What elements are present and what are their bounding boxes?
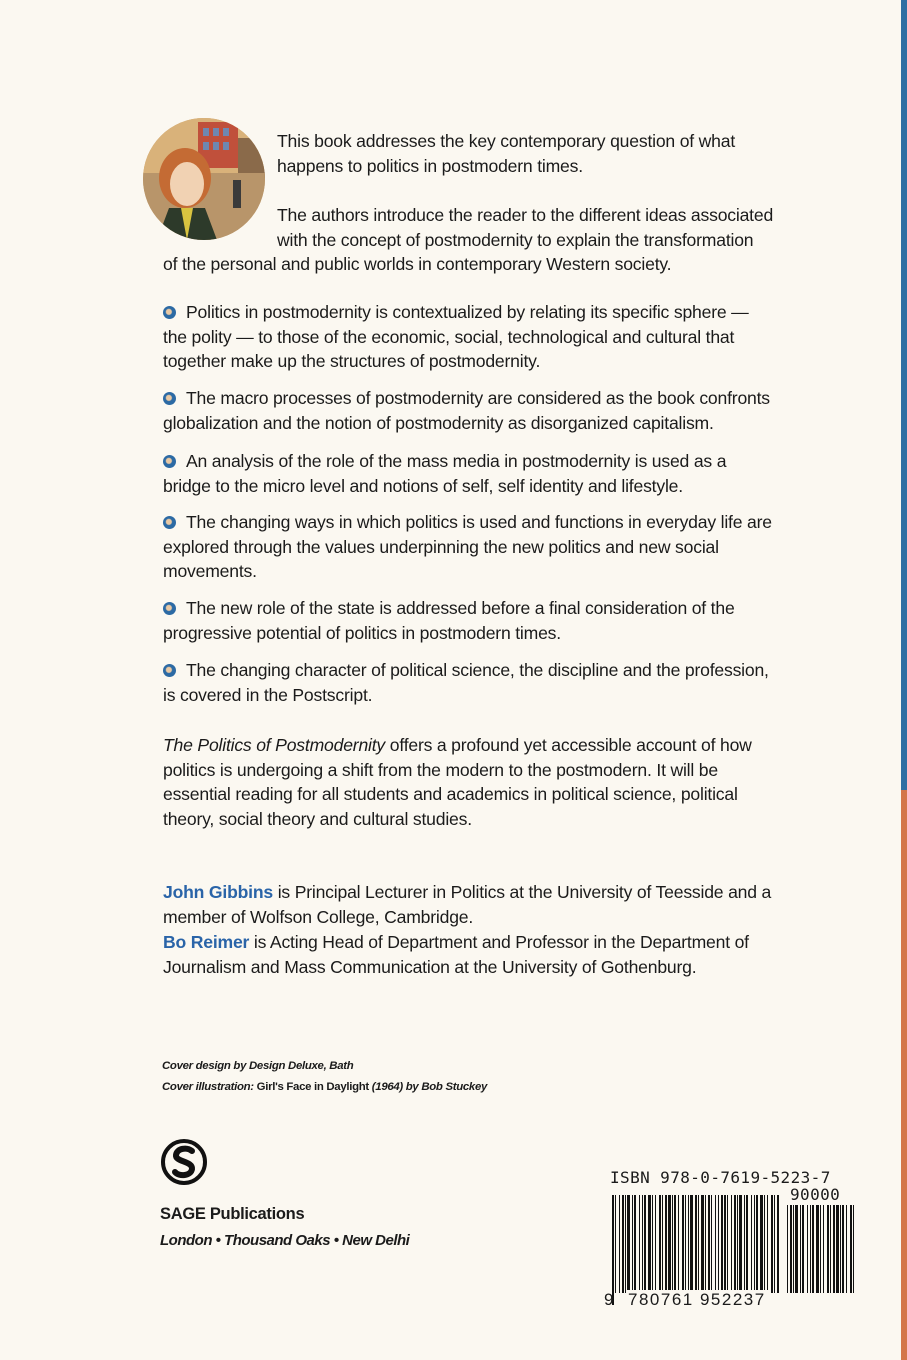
barcode-bar <box>705 1195 706 1293</box>
bullet-line: An analysis of the role of the mass media in postmodernity is used as a <box>186 451 727 471</box>
bullet-icon <box>163 516 176 529</box>
barcode-bar <box>682 1195 684 1293</box>
bullet-icon <box>163 306 176 319</box>
bullet-item <box>163 596 783 645</box>
barcode-bar <box>830 1205 831 1293</box>
bullet-line: is covered in the Postscript. <box>163 684 373 705</box>
barcode-bar <box>639 1195 640 1293</box>
author-bio-line: member of Wolfson College, Cambridge. <box>163 906 474 927</box>
barcode-bar <box>655 1195 656 1293</box>
intro-line: with the concept of postmodernity to explain the transformation <box>277 229 754 250</box>
barcode-bar <box>734 1195 736 1293</box>
bullet-line: progressive potential of politics in postmodern times. <box>163 622 561 643</box>
bullet-line: The changing ways in which politics is used and functions in everyday life are <box>186 512 772 532</box>
barcode-bar <box>659 1195 661 1293</box>
barcode-bar <box>642 1195 643 1305</box>
publisher-cities: London • Thousand Oaks • New Delhi <box>160 1232 410 1249</box>
summary-line: politics is undergoing a shift from the modern to the postmodern. It will be <box>163 759 718 780</box>
barcode-bar <box>685 1195 686 1293</box>
barcode-bar <box>721 1195 723 1293</box>
intro-line: The authors introduce the reader to the different ideas associated <box>277 205 774 225</box>
illustration-title: Girl's Face in Daylight <box>256 1081 369 1093</box>
bullet-item <box>163 658 783 707</box>
barcode-bar <box>625 1195 626 1293</box>
sage-logo-icon <box>160 1138 208 1196</box>
illustration-credit-label: Cover illustration: <box>162 1081 257 1093</box>
intro-line: happens to politics in postmodern times. <box>277 155 583 176</box>
barcode-bar <box>715 1195 716 1293</box>
bullet-line: explored through the values underpinning the new politics and new social <box>163 536 719 557</box>
barcode-bar <box>840 1205 841 1293</box>
barcode-bar <box>718 1195 719 1293</box>
barcode-bar <box>800 1205 801 1293</box>
barcode-bar <box>665 1195 667 1293</box>
author-name: John Gibbins <box>163 882 274 902</box>
barcode-bar <box>698 1195 699 1305</box>
barcode-bar <box>746 1195 748 1293</box>
barcode-bar <box>850 1205 852 1293</box>
barcode-bar <box>816 1205 819 1293</box>
barcode-bar <box>739 1195 742 1293</box>
isbn-number: ISBN 978-0-7619-5223-7 <box>610 1168 831 1187</box>
intro-paragraph-2-bottom <box>163 252 843 277</box>
summary-line: offers a profound yet accessible account of how <box>385 735 752 755</box>
bullet-line: together make up the structures of postmodernity. <box>163 351 541 372</box>
author-bio-line: Journalism and Mass Communication at the University of Gothenburg. <box>163 956 697 977</box>
barcode-bar <box>853 1205 854 1293</box>
bullet-icon <box>163 602 176 615</box>
author-name: Bo Reimer <box>163 932 250 952</box>
barcode-bar <box>674 1195 676 1293</box>
barcode-bar <box>793 1205 794 1293</box>
bullet-line: The changing character of political science, the discipline and the profession, <box>186 660 769 680</box>
spine-edge-blue <box>901 0 907 790</box>
bullet-icon <box>163 392 176 405</box>
barcode-bar <box>701 1195 704 1293</box>
barcode-bar <box>695 1195 697 1293</box>
price-code: 90000 <box>790 1185 841 1204</box>
intro-paragraph-2-top <box>277 203 837 252</box>
bullet-line: movements. <box>163 561 257 582</box>
barcode-bar <box>842 1205 844 1293</box>
barcode-bar <box>787 1205 788 1293</box>
barcode-bar <box>632 1195 633 1293</box>
author-bio <box>163 880 803 929</box>
barcode-bar <box>672 1195 673 1293</box>
barcode-bar <box>810 1205 811 1293</box>
barcode-bar <box>688 1195 689 1293</box>
author-bio-line: is Acting Head of Department and Professor in the Department of <box>249 932 749 952</box>
barcode-bar <box>612 1195 614 1305</box>
barcode-bar <box>731 1195 732 1293</box>
barcode-bar <box>744 1195 745 1293</box>
author-bio-line: is Principal Lecturer in Politics at the University of Teesside and a <box>273 882 772 902</box>
barcode-bar <box>662 1195 663 1293</box>
barcode-bar <box>774 1195 775 1293</box>
barcode-bar <box>727 1195 728 1293</box>
barcode-bar <box>767 1195 768 1293</box>
barcode-bar <box>724 1195 726 1305</box>
barcode-bar <box>827 1205 829 1293</box>
barcode-bar <box>622 1195 624 1293</box>
barcode-bar <box>807 1205 808 1293</box>
summary-line: essential reading for all students and academics in political science, political <box>163 784 738 805</box>
barcode-bar <box>644 1195 646 1293</box>
bullet-line: The macro processes of postmodernity are considered as the book confronts <box>186 388 770 408</box>
summary-line: theory, social theory and cultural studies. <box>163 808 472 829</box>
barcode-bar <box>668 1195 671 1305</box>
barcode-bar <box>678 1195 679 1293</box>
barcode-bar <box>802 1205 804 1293</box>
bullet-item <box>163 449 783 498</box>
bullet-line: The new role of the state is addressed before a final consideration of the <box>186 598 735 618</box>
author-bio <box>163 930 803 979</box>
bullet-item <box>163 300 783 374</box>
barcode-bar <box>771 1195 773 1293</box>
barcode-bar <box>634 1195 636 1293</box>
summary-paragraph <box>163 733 783 831</box>
barcode-bar <box>615 1195 616 1293</box>
bullet-line: globalization and the notion of postmodernity as disorganized capitalism. <box>163 412 714 433</box>
barcode-bar <box>619 1195 620 1293</box>
barcode-bar <box>711 1195 712 1293</box>
barcode-bar <box>833 1205 835 1293</box>
book-title: The Politics of Postmodernity <box>163 735 386 755</box>
bullet-line: the polity — to those of the economic, social, technological and cultural that <box>163 326 735 347</box>
ean-first-digit: 9 <box>604 1290 614 1309</box>
intro-line: of the personal and public worlds in contemporary Western society. <box>163 254 672 274</box>
barcode-bar <box>708 1195 710 1293</box>
intro-paragraph-1 <box>277 129 837 178</box>
barcode-bar <box>795 1205 798 1293</box>
intro-line: This book addresses the key contemporary question of what <box>277 131 736 151</box>
bullet-icon <box>163 664 176 677</box>
design-credit: Cover design by Design Deluxe, Bath <box>162 1060 354 1072</box>
barcode-bar <box>812 1205 814 1293</box>
barcode-bar <box>652 1195 653 1293</box>
bullet-icon <box>163 455 176 468</box>
barcode-bar <box>627 1195 630 1293</box>
bullet-item <box>163 386 783 435</box>
barcode-bar <box>846 1205 847 1293</box>
barcode-bar <box>764 1195 765 1293</box>
barcode-bar <box>836 1205 839 1293</box>
ean-digits: 780761 952237 <box>628 1290 766 1309</box>
bullet-item <box>163 510 783 584</box>
barcode-bar <box>690 1195 693 1293</box>
spine-edge-orange <box>901 790 907 1360</box>
bullet-line: Politics in postmodernity is contextualized by relating its specific sphere — <box>186 302 749 322</box>
barcode-bar <box>737 1195 738 1293</box>
barcode-bar <box>823 1205 824 1293</box>
barcode-bar <box>760 1195 763 1293</box>
publisher-name: SAGE Publications <box>160 1205 305 1223</box>
cover-credits <box>162 1056 487 1098</box>
barcode-bar <box>754 1195 755 1305</box>
cover-illustration-thumbnail <box>143 118 265 240</box>
bullet-line: bridge to the micro level and notions of self, self identity and lifestyle. <box>163 475 683 496</box>
barcode-bar <box>756 1195 758 1293</box>
barcode-bar <box>790 1205 792 1293</box>
barcode-bar <box>777 1195 779 1293</box>
barcode-bar <box>648 1195 651 1293</box>
illustration-credit-rest: (1964) by Bob Stuckey <box>368 1081 488 1093</box>
barcode-bar <box>820 1205 821 1293</box>
barcode-bar <box>751 1195 752 1293</box>
